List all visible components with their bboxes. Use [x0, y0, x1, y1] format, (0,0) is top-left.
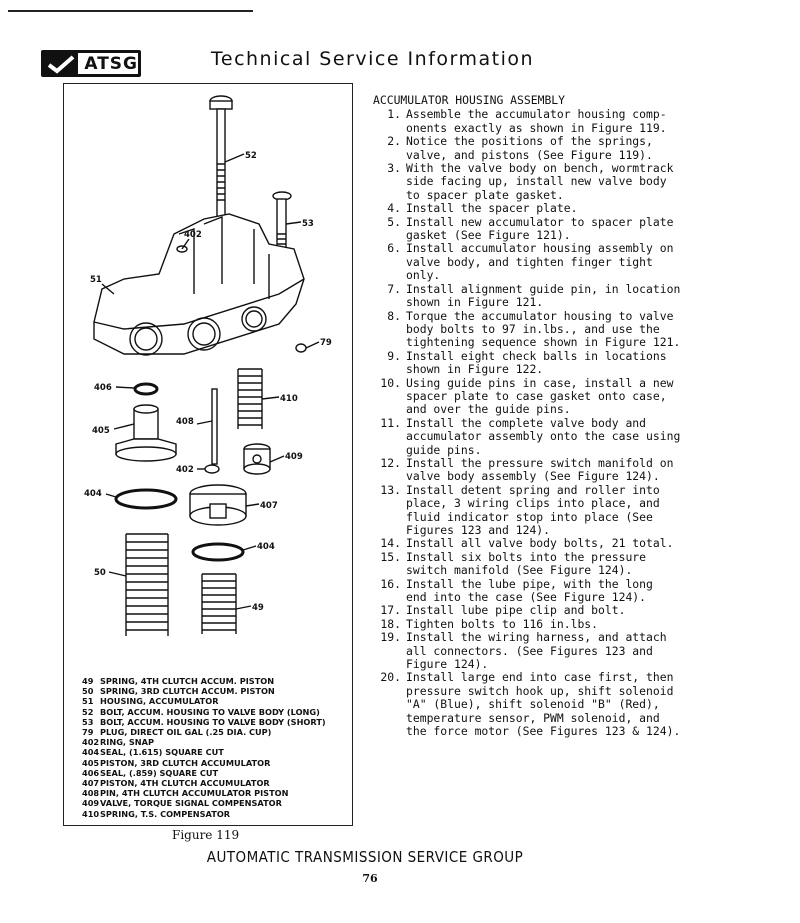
atsg-logo	[41, 50, 141, 77]
step-number: 14.	[380, 536, 401, 551]
step-text: Install the spacer plate.	[406, 201, 578, 216]
step-text: Install accumulator housing assembly on valve body, and tighten finger tight only.	[406, 241, 674, 283]
step-number: 10.	[380, 375, 401, 390]
list-item	[373, 202, 783, 215]
step-number: 11.	[380, 415, 401, 430]
legend-row: 53 BOLT, ACCUM. HOUSING TO VALVE BODY (SHORT)	[82, 716, 326, 727]
callout-52: 52	[245, 151, 257, 161]
spring-50	[126, 534, 168, 636]
legend-row: 408 PIN, 4TH CLUTCH ACCUMULATOR PISTON	[82, 788, 289, 799]
callout-408: 408	[176, 417, 194, 427]
list-item	[373, 242, 783, 282]
step-text: Install the wiring harness, and attach all connectors. (See Figures 123 and Figure 124).	[406, 630, 667, 672]
list-item	[373, 537, 783, 550]
legend-row: 406 SEAL, (.859) SQUARE CUT	[82, 767, 219, 778]
logo-text: ATSG	[84, 53, 138, 74]
callout-402-top: 402	[184, 230, 202, 240]
step-text: Install alignment guide pin, in location shown in Figure 121.	[406, 281, 681, 310]
spring-410	[238, 369, 262, 429]
step-text: Install six bolts into the pressure switch manifold (See Figure 124).	[406, 549, 647, 578]
callout-406: 406	[94, 383, 112, 393]
step-number: 6.	[387, 241, 401, 256]
legend-row: 402 RING, SNAP	[82, 737, 154, 748]
callout-410: 410	[280, 394, 298, 404]
callout-407: 407	[260, 501, 278, 511]
legend-row: 49 SPRING, 4TH CLUTCH ACCUM. PISTON	[82, 676, 275, 686]
step-text: With the valve body on bench, wormtrack side facing up, install new valve body to spacer plate gasket.	[406, 161, 674, 202]
step-number: 13.	[380, 482, 401, 497]
callout-404-lower: 404	[257, 542, 275, 552]
checkmark-icon	[44, 53, 78, 74]
step-number: 1.	[387, 107, 401, 122]
legend-row: 52 BOLT, ACCUM. HOUSING TO VALVE BODY (LONG)	[82, 706, 320, 717]
step-text: Install lube pipe clip and bolt.	[406, 603, 626, 618]
page-title: Technical Service Information	[211, 48, 535, 70]
top-rule	[8, 10, 253, 12]
footer-org: AUTOMATIC TRANSMISSION SERVICE GROUP	[206, 848, 524, 866]
legend-row: 404 SEAL, (1.615) SQUARE CUT	[82, 747, 224, 758]
step-number: 18.	[380, 616, 401, 631]
step-text: Install eight check balls in locations shown in Figure 122.	[406, 348, 667, 377]
step-text: Install large end into case first, then pressure switch hook up, shift solenoid "A" (Blue), shift solenoid "B" (Red), temperature sensor, PWM solenoid, and the force motor (See Figures 123 & 124).	[406, 670, 681, 739]
section-title: ACCUMULATOR HOUSING ASSEMBLY	[373, 93, 566, 107]
step-number: 5.	[387, 214, 401, 229]
legend-row: 51 HOUSING, ACCUMULATOR	[82, 696, 219, 707]
step-number: 19.	[380, 630, 401, 645]
step-number: 8.	[387, 308, 401, 323]
step-text: Install the lube pipe, with the long end into the case (See Figure 124).	[406, 576, 653, 605]
list-item	[373, 108, 783, 135]
list-item	[373, 377, 783, 417]
step-number: 2.	[387, 134, 401, 149]
legend-row: 405 PISTON, 3RD CLUTCH ACCUMULATOR	[82, 757, 271, 768]
step-number: 3.	[387, 161, 401, 176]
steps-list	[373, 108, 783, 738]
step-number: 7.	[387, 281, 401, 296]
page-number: 76	[362, 872, 378, 885]
callout-51: 51	[90, 275, 102, 285]
step-text: Install all valve body bolts, 21 total.	[406, 536, 674, 551]
callout-50: 50	[94, 568, 106, 578]
step-number: 16.	[380, 576, 401, 591]
step-text: Install the pressure switch manifold on valve body assembly (See Figure 124).	[406, 455, 674, 484]
callout-409: 409	[285, 452, 303, 462]
list-item	[373, 457, 783, 484]
step-text: Torque the accumulator housing to valve body bolts to 97 in.lbs., and use the tightening sequence shown in Figure 121.	[406, 308, 681, 350]
list-item	[373, 618, 783, 631]
step-number: 17.	[380, 603, 401, 618]
step-text: Install detent spring and roller into place, 3 wiring clips into place, and fluid indicator stop into place (See Figures 123 and 124).	[406, 482, 660, 537]
list-item	[373, 135, 783, 162]
figure-caption: Figure 119	[172, 828, 240, 842]
step-number: 15.	[380, 549, 401, 564]
callout-53: 53	[302, 219, 314, 229]
step-number: 9.	[387, 348, 401, 363]
callout-404-upper: 404	[84, 489, 102, 499]
list-item	[373, 631, 783, 671]
callout-79: 79	[320, 338, 332, 348]
figure-119-box	[63, 83, 353, 826]
callout-49: 49	[252, 603, 264, 613]
spring-49	[202, 574, 236, 634]
list-item	[373, 551, 783, 578]
step-number: 20.	[380, 670, 401, 685]
procedure-column	[373, 94, 783, 739]
step-text: Using guide pins in case, install a new spacer plate to case gasket onto case, and over the guide pins.	[406, 375, 674, 417]
exploded-view-diagram	[64, 84, 354, 674]
step-text: Assemble the accumulator housing comp- onents exactly as shown in Figure 119.	[406, 107, 667, 135]
list-item	[373, 162, 783, 202]
step-text: Install new accumulator to spacer plate gasket (See Figure 121).	[406, 214, 674, 243]
step-number: 4.	[387, 201, 401, 216]
list-item	[373, 484, 783, 538]
list-item	[373, 283, 783, 310]
step-text: Tighten bolts to 116 in.lbs.	[406, 616, 599, 631]
list-item	[373, 417, 783, 457]
list-item	[373, 350, 783, 377]
step-text: Install the complete valve body and accumulator assembly onto the case using guide pins.	[406, 415, 681, 457]
list-item	[373, 604, 783, 617]
list-item	[373, 216, 783, 243]
legend-row: 50 SPRING, 3RD CLUTCH ACCUM. PISTON	[82, 686, 275, 697]
legend-row: 407 PISTON, 4TH CLUTCH ACCUMULATOR	[82, 778, 270, 789]
parts-legend	[82, 676, 326, 819]
step-number: 12.	[380, 455, 401, 470]
legend-row: 79 PLUG, DIRECT OIL GAL (.25 DIA. CUP)	[82, 727, 272, 738]
callout-405: 405	[92, 426, 110, 436]
legend-row: 410 SPRING, T.S. COMPENSATOR	[82, 808, 231, 819]
step-text: Notice the positions of the springs, valve, and pistons (See Figure 119).	[406, 134, 653, 162]
legend-row: 409 VALVE, TORQUE SIGNAL COMPENSATOR	[82, 798, 282, 809]
list-item	[373, 578, 783, 605]
list-item	[373, 671, 783, 738]
callout-402-lower: 402	[176, 465, 194, 475]
list-item	[373, 310, 783, 350]
